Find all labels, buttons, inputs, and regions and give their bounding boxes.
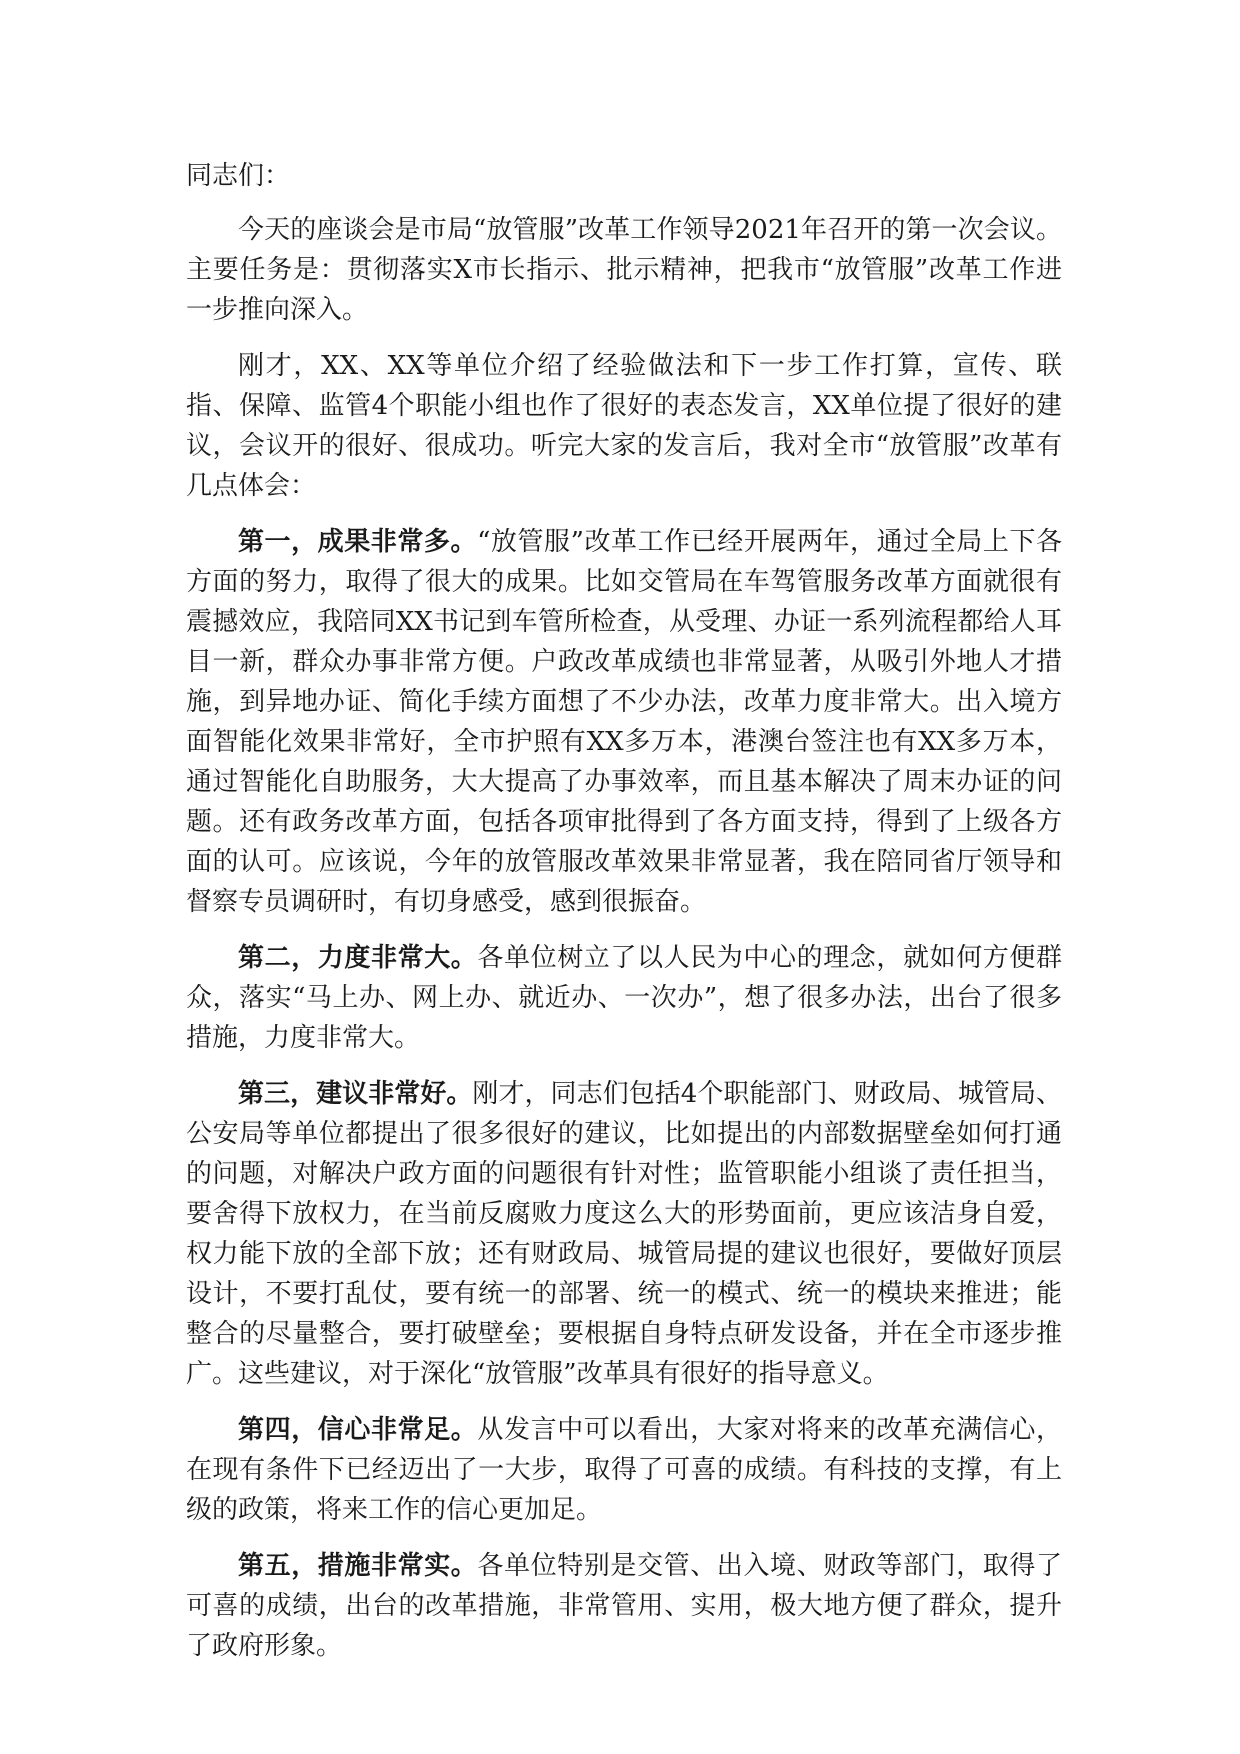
paragraph-lead: 第二，力度非常大。 (238, 943, 478, 973)
document-body (186, 156, 1062, 1682)
paragraph-text: 刚才，同志们包括4个职能部门、财政局、城管局、公安局等单位都提出了很多很好的建议，比如提出的内部数据壁垒如何打通的问题，对解决户政方面的问题很有针对性；监管职能小组谈了责任担当，要舍得下放权力，在当前反腐败力度这么大的形势面前，更应该洁身自爱，权力能下放的全部下放；还有财政局、城管局提的建议也很好，要做好顶层设计，不要打乱仗，要有统一的部署、统一的模式、统一的模块来推进；能整合的尽量整合，要打破壁垒；要根据自身特点研发设备，并在全市逐步推广。这些建议，对于深化“放管服”改革具有很好的指导意义。 (186, 1079, 1062, 1389)
paragraph-point-3 (186, 1074, 1062, 1394)
paragraph-lead: 第三，建议非常好。 (238, 1079, 473, 1109)
paragraph-text: 今天的座谈会是市局“放管服”改革工作领导2021年召开的第一次会议。主要任务是：贯彻落实X市长指示、批示精神，把我市“放管服”改革工作进一步推向深入。 (186, 215, 1062, 325)
paragraph-point-4 (186, 1410, 1062, 1530)
paragraph-text: “放管服”改革工作已经开展两年，通过全局上下各方面的努力，取得了很大的成果。比如交管局在车驾管服务改革方面就很有震撼效应，我陪同XX书记到车管所检查，从受理、办证一系列流程都给人耳目一新，群众办事非常方便。户政改革成绩也非常显著，从吸引外地人才措施，到异地办证、简化手续方面想了不少办法，改革力度非常大。出入境方面智能化效果非常好，全市护照有XX多万本，港澳台签注也有XX多万本，通过智能化自助服务，大大提高了办事效率，而且基本解决了周末办证的问题。还有政务改革方面，包括各项审批得到了各方面支持，得到了上级各方面的认可。应该说，今年的放管服改革效果非常显著，我在陪同省厅领导和督察专员调研时，有切身感受，感到很振奋。 (186, 527, 1062, 917)
salutation: 同志们： (186, 161, 291, 191)
paragraph-text: 各单位特别是交管、出入境、财政等部门，取得了可喜的成绩，出台的改革措施，非常管用、实用，极大地方便了群众，提升了政府形象。 (186, 1551, 1062, 1661)
paragraph-lead: 第四，信心非常足。 (238, 1415, 478, 1445)
paragraph-opening (186, 210, 1062, 330)
paragraph-lead: 第一，成果非常多。 (238, 527, 478, 557)
paragraph-point-2 (186, 938, 1062, 1058)
paragraph-text: 从发言中可以看出，大家对将来的改革充满信心，在现有条件下已经迈出了一大步，取得了可喜的成绩。有科技的支撑，有上级的政策，将来工作的信心更加足。 (186, 1415, 1062, 1525)
paragraph-point-5 (186, 1546, 1062, 1666)
paragraph-summary (186, 346, 1062, 506)
paragraph-text: 刚才，XX、XX等单位介绍了经验做法和下一步工作打算，宣传、联指、保障、监管4个职能小组也作了很好的表态发言，XX单位提了很好的建议，会议开的很好、很成功。听完大家的发言后，我对全市“放管服”改革有几点体会： (186, 351, 1062, 501)
paragraph-text: 各单位树立了以人民为中心的理念，就如何方便群众，落实“马上办、网上办、就近办、一次办”，想了很多办法，出台了很多措施，力度非常大。 (186, 943, 1062, 1053)
paragraph-lead: 第五，措施非常实。 (238, 1551, 478, 1581)
paragraph-point-1 (186, 522, 1062, 922)
